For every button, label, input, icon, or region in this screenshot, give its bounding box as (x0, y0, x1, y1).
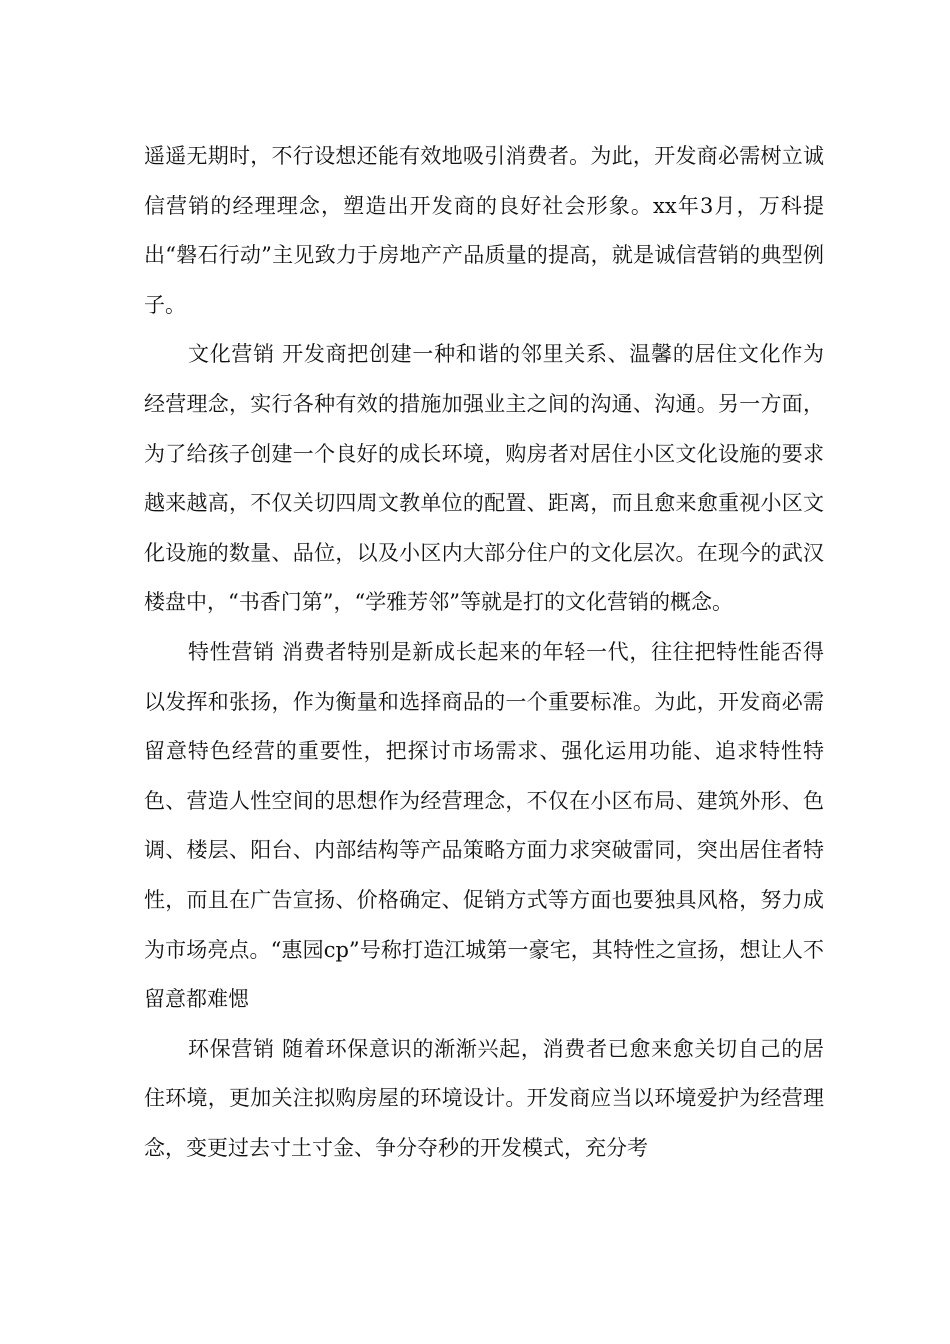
document-page (144, 132, 824, 1173)
paragraph-personality-marketing: 特性营销 消费者特别是新成长起来的年轻一代，往往把特性能否得以发挥和张扬，作为衡量和选择商品的一个重要标准。为此，开发商必需留意特色经营的重要性，把探讨市场需求、强化运用功能、追求特性特色、营造人性空间的思想作为经营理念，不仅在小区布局、建筑外形、色调、楼层、阳台、内部结构等产品策略方面力求突破雷同，突出居住者特性，而且在广告宣扬、价格确定、促销方式等方面也要独具风格，努力成为市场亮点。“惠园cp”号称打造江城第一豪宅，其特性之宣扬，想让人不留意都难愢 (144, 639, 824, 1012)
paragraph-integrity-marketing: 遥遥无期时，不行设想还能有效地吸引消费者。为此，开发商必需树立诚信营销的经理理念，塑造出开发商的良好社会形象。xx年3月，万科提出“磐石行动”主见致力于房地产产品质量的提高，就是诚信营销的典型例子。 (144, 144, 824, 317)
paragraph-culture-marketing: 文化营销 开发商把创建一种和谐的邻里关系、温馨的居住文化作为经营理念，实行各种有效的措施加强业主之间的沟通、沟通。另一方面，为了给孩子创建一个良好的成长环境，购房者对居住小区文化设施的要求越来越高，不仅关切四周文教单位的配置、距离，而且愈来愈重视小区文化设施的数量、品位，以及小区内大部分住户的文化层次。在现今的武汉楼盘中，“书香门第”，“学雅芳邻”等就是打的文化营销的概念。 (144, 342, 824, 615)
paragraph-environmental-marketing: 环保营销 随着环保意识的渐渐兴起，消费者已愈来愈关切自己的居住环境，更加关注拟购房屋的环境设计。开发商应当以环境爱护为经营理念，变更过去寸土寸金、争分夺秒的开发模式，充分考 (144, 1036, 824, 1160)
